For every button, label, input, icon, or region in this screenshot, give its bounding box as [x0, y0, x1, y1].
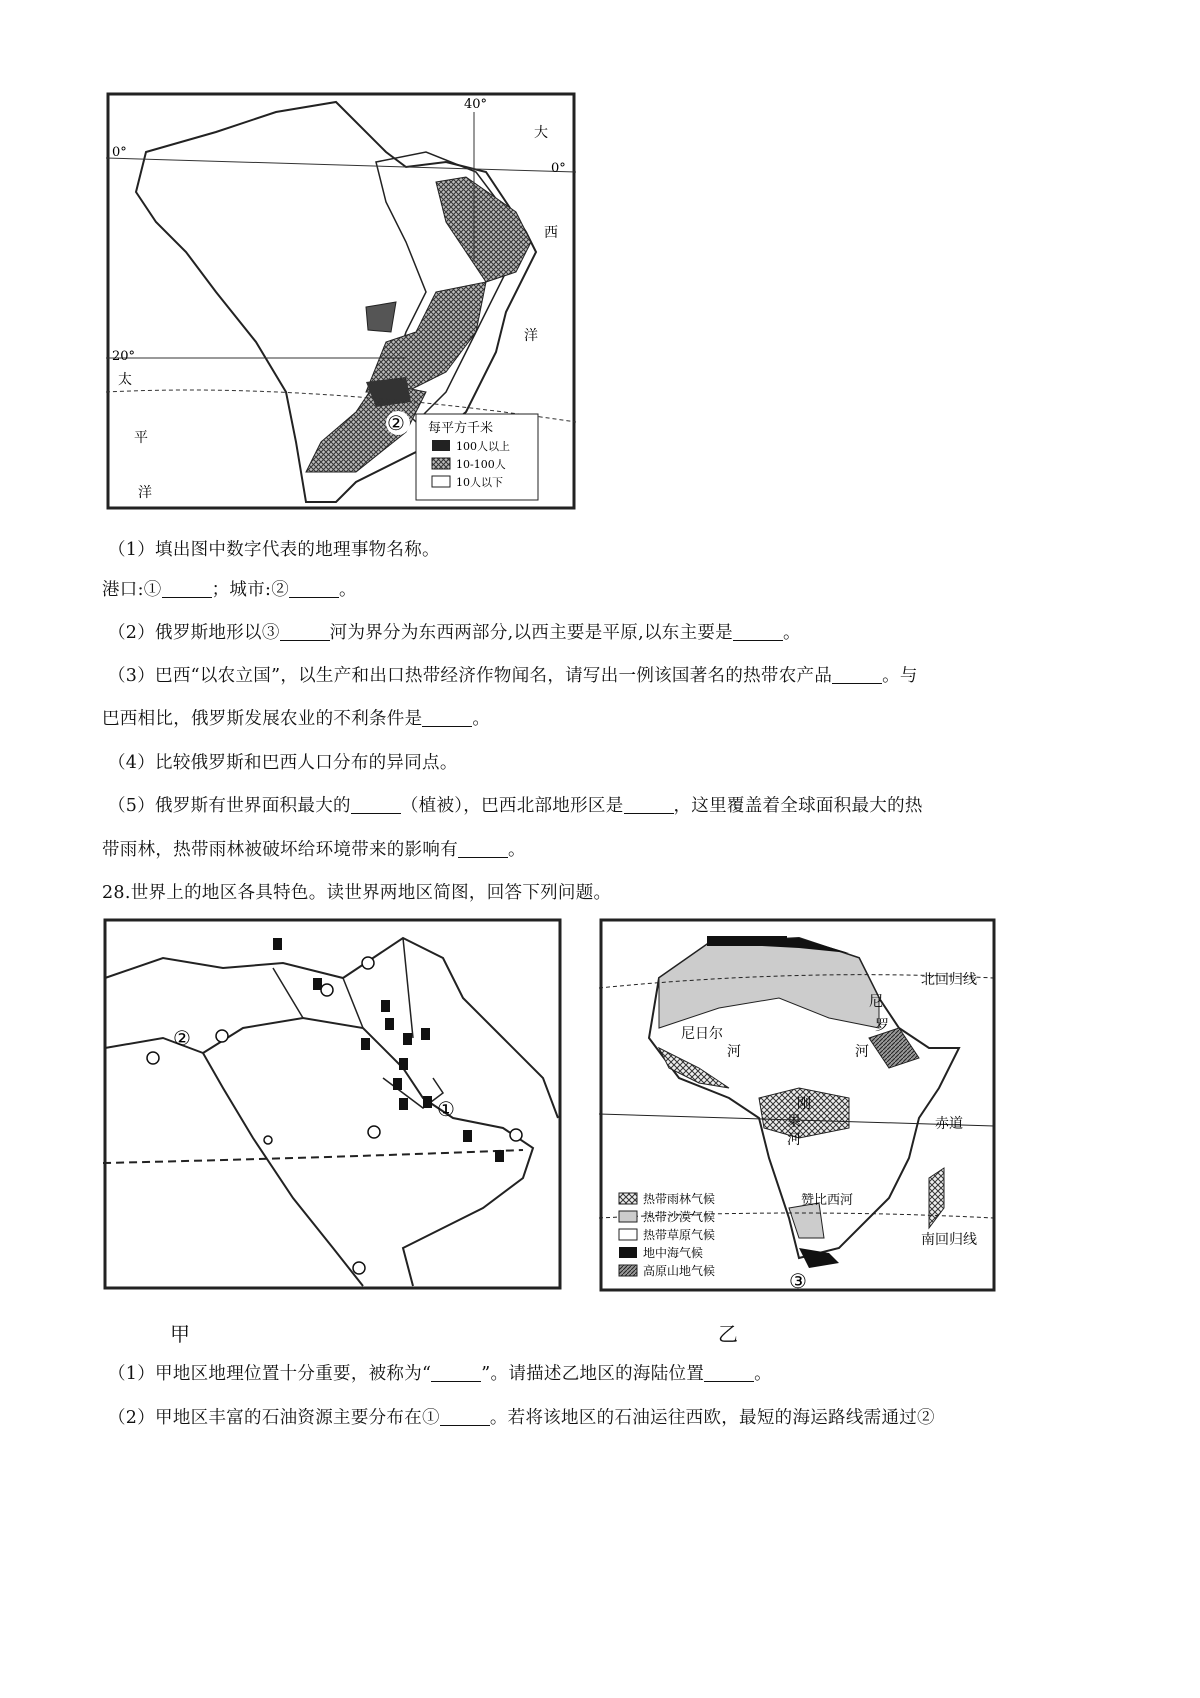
river-label: 刚: [797, 1096, 811, 1112]
ocean-label: 平: [134, 430, 148, 446]
river-label: 河: [855, 1044, 869, 1060]
africa-climate-map: [599, 918, 997, 1294]
ocean-label: 洋: [138, 485, 152, 501]
river-label: 河: [787, 1132, 801, 1148]
river-label: 尼日尔: [681, 1026, 723, 1042]
river-label: 尼: [869, 994, 883, 1010]
answer-blank[interactable]: [458, 840, 508, 859]
map-legend: [619, 1191, 715, 1278]
answer-blank[interactable]: [162, 580, 212, 599]
q27-3-cont: 巴西相比，俄罗斯发展农业的不利条件是 。: [102, 709, 491, 729]
svg-text:地中海气候: 地中海气候: [643, 1246, 704, 1260]
answer-blank[interactable]: [832, 666, 882, 685]
answer-blank[interactable]: [733, 623, 783, 642]
map-caption-jia: 甲: [170, 1322, 190, 1346]
q27-5: （5）俄罗斯有世界面积最大的 （植被），巴西北部地形区是 ，这里覆盖着全球面积最大的热: [108, 796, 923, 816]
marker-2: ②: [387, 411, 405, 435]
q27-3: （3）巴西“以农立国”，以生产和出口热带经济作物闻名，请写出一例该国著名的热带农产品 。与: [108, 666, 918, 686]
q27-1-answer: 港口:① ；城市:② 。: [102, 580, 357, 600]
svg-text:热带雨林气候: 热带雨林气候: [643, 1192, 716, 1206]
river-label: 赞比西河: [801, 1193, 854, 1208]
marker-1: ①: [437, 1097, 455, 1121]
answer-blank[interactable]: [280, 623, 330, 642]
svg-text:100人以上: 100人以上: [456, 440, 510, 453]
q27-2: （2）俄罗斯地形以③ 河为界分为东西两部分,以西主要是平原,以东主要是 。: [108, 623, 801, 643]
svg-text:高原山地气候: 高原山地气候: [643, 1264, 716, 1278]
q27-4: （4）比较俄罗斯和巴西人口分布的异同点。: [108, 753, 458, 773]
map-caption-yi: 乙: [718, 1322, 738, 1346]
longitude-label: 40°: [464, 97, 488, 112]
river-label: 果: [787, 1114, 801, 1130]
latitude-label: 20°: [112, 349, 136, 364]
tropic-of-cancer-label: 北回归线: [921, 972, 977, 988]
svg-text:每平方千米: 每平方千米: [428, 421, 494, 436]
answer-blank[interactable]: [351, 796, 401, 815]
q28-2: （2）甲地区丰富的石油资源主要分布在① 。若将该地区的石油运往西欧，最短的海运路线需通过②: [108, 1408, 935, 1428]
tropic-of-capricorn-label: 南回归线: [921, 1232, 977, 1248]
answer-blank[interactable]: [624, 796, 674, 815]
answer-blank[interactable]: [440, 1408, 490, 1427]
river-label: 河: [727, 1044, 741, 1060]
q28-1: （1）甲地区地理位置十分重要，被称为“ ”。请描述乙地区的海陆位置 。: [108, 1364, 772, 1384]
map-legend: [416, 414, 538, 500]
ocean-label: 西: [544, 225, 558, 241]
marker-3: ③: [789, 1269, 807, 1293]
latitude-label: 0°: [551, 161, 566, 176]
svg-text:10-100人: 10-100人: [456, 458, 506, 471]
svg-text:热带草原气候: 热带草原气候: [643, 1228, 716, 1242]
brazil-population-map: [106, 92, 578, 512]
svg-text:热带沙漠气候: 热带沙漠气候: [643, 1210, 716, 1224]
answer-blank[interactable]: [289, 580, 339, 599]
ocean-label: 大: [534, 125, 548, 141]
latitude-label: 0°: [112, 145, 127, 160]
q27-1: （1）填出图中数字代表的地理事物名称。: [108, 540, 440, 560]
q28-title: 28.世界上的地区各具特色。读世界两地区简图，回答下列问题。: [102, 883, 612, 903]
equator-label: 赤道: [935, 1116, 963, 1132]
q27-5-cont: 带雨林，热带雨林被破坏给环境带来的影响有 。: [102, 840, 526, 860]
marker-2: ②: [173, 1026, 191, 1050]
svg-text:10人以下: 10人以下: [456, 476, 503, 489]
ocean-label: 洋: [524, 328, 538, 344]
river-label: 罗: [875, 1018, 889, 1034]
answer-blank[interactable]: [431, 1364, 481, 1383]
ocean-label: 太: [118, 372, 132, 388]
middle-east-oil-map: [103, 918, 563, 1292]
answer-blank[interactable]: [704, 1364, 754, 1383]
answer-blank[interactable]: [422, 709, 472, 728]
